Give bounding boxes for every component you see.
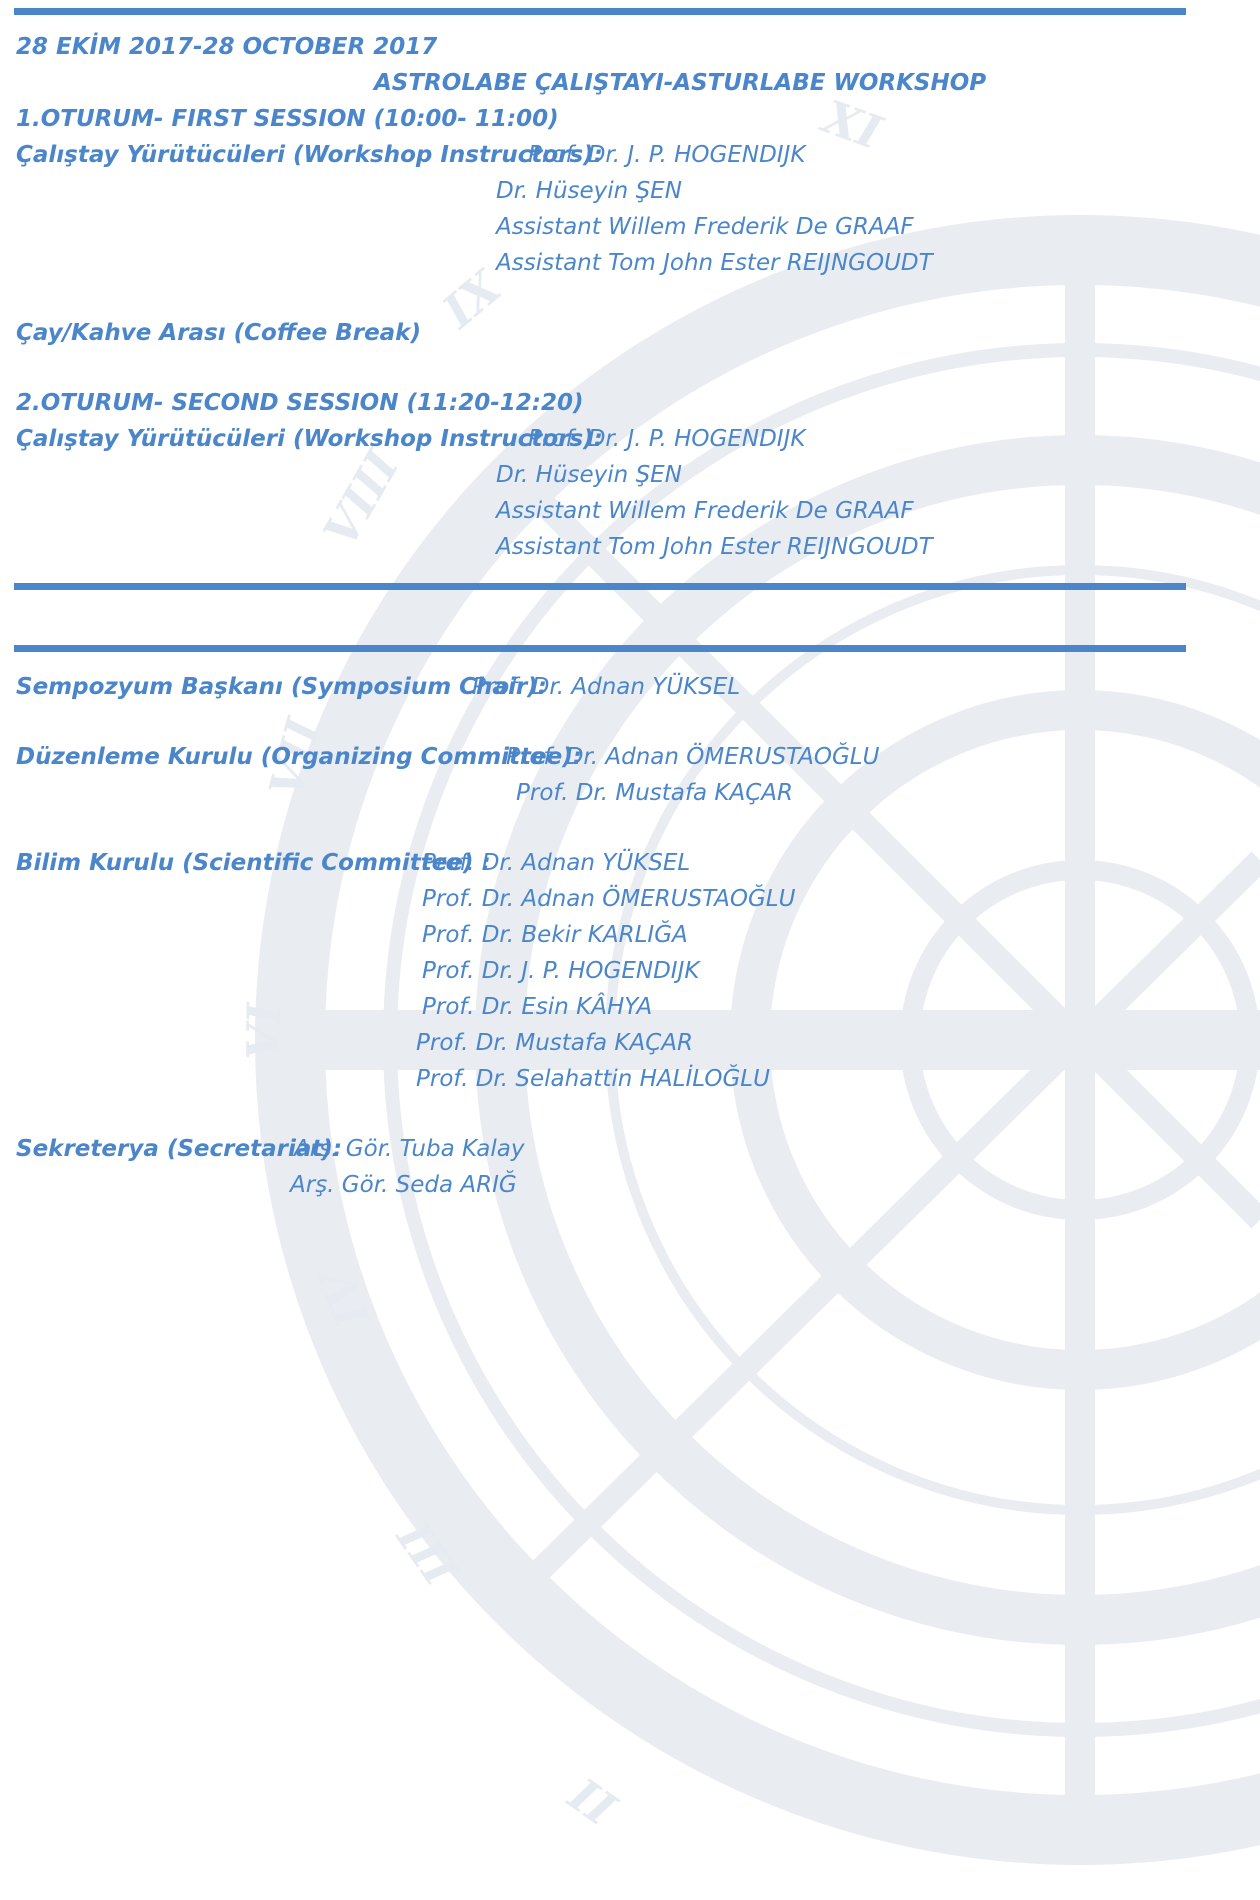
- coffee-break: Çay/Kahve Arası (Coffee Break): [16, 320, 421, 346]
- session-1-instructor: Assistant Tom John Ester REIJNGOUDT: [496, 250, 933, 276]
- svg-text:VIII: VIII: [312, 441, 410, 556]
- chair-member: Prof. Dr. Adnan YÜKSEL: [472, 674, 741, 700]
- svg-text:III: III: [387, 1510, 470, 1595]
- scientific-member: Prof. Dr. Esin KÂHYA: [422, 994, 653, 1020]
- session-1-instructors-label: Çalıştay Yürütücüleri (Workshop Instructors):: [16, 142, 603, 168]
- session-2-instructor: Assistant Tom John Ester REIJNGOUDT: [496, 534, 933, 560]
- svg-text:XI: XI: [816, 89, 889, 160]
- organizing-member: Prof. Dr. Adnan ÖMERUSTAOĞLU: [506, 744, 880, 770]
- session-1-instructor: Assistant Willem Frederik De GRAAF: [496, 214, 914, 240]
- svg-text:VII: VII: [258, 712, 332, 803]
- session-1-instructor: Dr. Hüseyin ŞEN: [496, 178, 682, 204]
- session-2-instructors-label: Çalıştay Yürütücüleri (Workshop Instructors):: [16, 426, 603, 452]
- workshop-title: ASTROLABE ÇALIŞTAYI-ASTURLABE WORKSHOP: [374, 70, 987, 96]
- session-1-heading: 1.OTURUM- FIRST SESSION (10:00- 11:00): [16, 106, 559, 132]
- svg-text:IV: IV: [310, 1262, 381, 1335]
- scientific-member: Prof. Dr. Selahattin HALİLOĞLU: [416, 1066, 770, 1092]
- chair-label: Sempozyum Başkanı (Symposium Chair):: [16, 674, 547, 700]
- scientific-member: Prof. Dr. Adnan ÖMERUSTAOĞLU: [422, 886, 796, 912]
- session-2-instructor: Assistant Willem Frederik De GRAAF: [496, 498, 914, 524]
- top-divider: [14, 8, 1186, 15]
- session-2-heading: 2.OTURUM- SECOND SESSION (11:20-12:20): [16, 390, 584, 416]
- session-1-instructor: Prof. Dr. J. P. HOGENDIJK: [528, 142, 806, 168]
- scientific-member: Prof. Dr. J. P. HOGENDIJK: [422, 958, 700, 984]
- session-2-instructor: Prof. Dr. J. P. HOGENDIJK: [528, 426, 806, 452]
- svg-text:II: II: [560, 1766, 627, 1836]
- scientific-label: Bilim Kurulu (Scientific Committee) :: [16, 850, 491, 876]
- middle-divider: [14, 583, 1186, 590]
- secretariat-member: Arş. Gör. Seda ARIĞ: [290, 1172, 517, 1198]
- secretariat-label: Sekreterya (Secretariat):: [16, 1136, 343, 1162]
- svg-text:VI: VI: [237, 1002, 291, 1060]
- organizing-member: Prof. Dr. Mustafa KAÇAR: [516, 780, 793, 806]
- workshop-date: 28 EKİM 2017-28 OCTOBER 2017: [16, 34, 438, 60]
- session-2-instructor: Dr. Hüseyin ŞEN: [496, 462, 682, 488]
- organizing-label: Düzenleme Kurulu (Organizing Committee):: [16, 744, 582, 770]
- scientific-member: Prof. Dr. Mustafa KAÇAR: [416, 1030, 693, 1056]
- scientific-member: Prof. Dr. Adnan YÜKSEL: [422, 850, 691, 876]
- committee-divider: [14, 645, 1186, 652]
- secretariat-member: Arş. Gör. Tuba Kalay: [294, 1136, 525, 1162]
- scientific-member: Prof. Dr. Bekir KARLIĞA: [422, 922, 688, 948]
- svg-text:IX: IX: [432, 260, 511, 339]
